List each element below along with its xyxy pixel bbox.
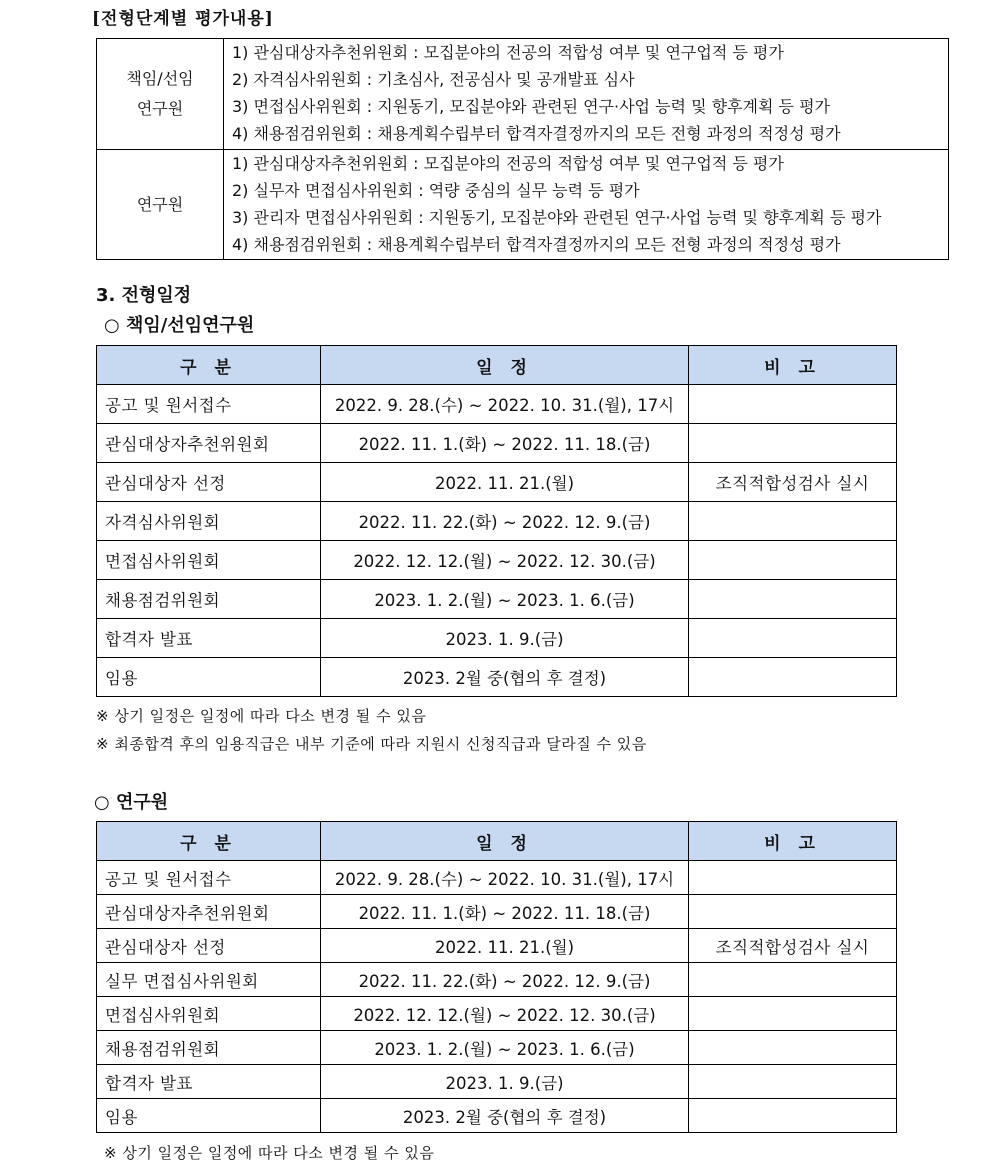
- row-remarks: [689, 541, 897, 580]
- row-remarks: 조직적합성검사 실시: [689, 463, 897, 502]
- row-schedule: 2022. 9. 28.(수) ~ 2022. 10. 31.(월), 17시: [321, 861, 689, 895]
- row-category: 임용: [97, 658, 321, 697]
- table-row: [97, 1099, 897, 1133]
- schedule-note: ※ 상기 일정은 일정에 따라 다소 변경 될 수 있음: [96, 707, 427, 725]
- evaluation-row-senior: [97, 39, 949, 150]
- evaluation-items: [224, 39, 949, 150]
- row-category: 면접심사위원회: [97, 541, 321, 580]
- evaluation-category: [97, 150, 224, 260]
- row-category: 공고 및 원서접수: [97, 861, 321, 895]
- row-schedule: 2022. 11. 22.(화) ~ 2022. 12. 9.(금): [321, 502, 689, 541]
- category-line: 책임/선임: [126, 69, 194, 88]
- table-row: [97, 929, 897, 963]
- header-category: 구 분: [97, 822, 321, 861]
- row-category: 채용점검위원회: [97, 580, 321, 619]
- row-schedule: 2022. 11. 21.(월): [321, 463, 689, 502]
- row-remarks: [689, 1065, 897, 1099]
- table-row: [97, 619, 897, 658]
- section-title: 3. 전형일정: [96, 285, 192, 306]
- category-line: 연구원: [136, 99, 184, 118]
- row-remarks: [689, 997, 897, 1031]
- header-remarks: 비 고: [689, 346, 897, 385]
- row-category: 자격심사위원회: [97, 502, 321, 541]
- table-row: [97, 895, 897, 929]
- table-row: [97, 580, 897, 619]
- row-schedule: 2022. 11. 21.(월): [321, 929, 689, 963]
- evaluation-item: 3) 관리자 면접심사위원회 : 지원동기, 모집분야와 관련된 연구·사업 능력 및 향후계획 등 평가: [232, 208, 882, 227]
- schedule-table-researcher: [96, 821, 897, 1133]
- evaluation-item: 2) 실무자 면접심사위원회 : 역량 중심의 실무 능력 등 평가: [232, 181, 640, 200]
- row-remarks: [689, 861, 897, 895]
- row-schedule: 2023. 1. 9.(금): [321, 1065, 689, 1099]
- table-row: [97, 541, 897, 580]
- evaluation-item: 4) 채용점검위원회 : 채용계획수립부터 합격자결정까지의 모든 전형 과정의 적정성 평가: [232, 235, 841, 254]
- row-category: 합격자 발표: [97, 1065, 321, 1099]
- schedule-note: ※ 상기 일정은 일정에 따라 다소 변경 될 수 있음: [104, 1144, 435, 1162]
- row-schedule: 2023. 2월 중(협의 후 결정): [321, 658, 689, 697]
- table-header-row: [97, 822, 897, 861]
- header-remarks: 비 고: [689, 822, 897, 861]
- schedule-researcher-title: ○ 연구원: [94, 792, 169, 813]
- row-remarks: [689, 619, 897, 658]
- row-remarks: [689, 385, 897, 424]
- schedule-senior-title: ○ 책임/선임연구원: [104, 315, 255, 336]
- row-remarks: [689, 1031, 897, 1065]
- doc-title: [전형단계별 평가내용]: [92, 9, 274, 29]
- row-category: 채용점검위원회: [97, 1031, 321, 1065]
- table-row: [97, 463, 897, 502]
- row-remarks: [689, 1099, 897, 1133]
- evaluation-category: [97, 39, 224, 150]
- row-remarks: [689, 895, 897, 929]
- schedule-note: ※ 최종합격 후의 임용직급은 내부 기준에 따라 지원시 신청직급과 달라질 수 있음: [96, 735, 647, 753]
- row-remarks: [689, 502, 897, 541]
- row-remarks: [689, 963, 897, 997]
- row-schedule: 2022. 11. 1.(화) ~ 2022. 11. 18.(금): [321, 424, 689, 463]
- table-row: [97, 997, 897, 1031]
- table-row: [97, 861, 897, 895]
- row-remarks: [689, 658, 897, 697]
- evaluation-items: [224, 150, 949, 260]
- table-row: [97, 502, 897, 541]
- evaluation-item: 3) 면접심사위원회 : 지원동기, 모집분야와 관련된 연구·사업 능력 및 향후계획 등 평가: [232, 97, 830, 116]
- row-category: 실무 면접심사위원회: [97, 963, 321, 997]
- row-schedule: 2023. 2월 중(협의 후 결정): [321, 1099, 689, 1133]
- table-row: [97, 1031, 897, 1065]
- table-header-row: [97, 346, 897, 385]
- row-schedule: 2022. 11. 22.(화) ~ 2022. 12. 9.(금): [321, 963, 689, 997]
- row-remarks: 조직적합성검사 실시: [689, 929, 897, 963]
- category-line: 연구원: [136, 194, 184, 214]
- table-row: [97, 424, 897, 463]
- evaluation-item: 4) 채용점검위원회 : 채용계획수립부터 합격자결정까지의 모든 전형 과정의 적정성 평가: [232, 124, 841, 143]
- row-remarks: [689, 424, 897, 463]
- header-schedule: 일 정: [321, 822, 689, 861]
- table-row: [97, 385, 897, 424]
- row-remarks: [689, 580, 897, 619]
- evaluation-table: [96, 38, 949, 260]
- row-schedule: 2023. 1. 2.(월) ~ 2023. 1. 6.(금): [321, 1031, 689, 1065]
- row-category: 관심대상자추천위원회: [97, 895, 321, 929]
- row-category: 관심대상자추천위원회: [97, 424, 321, 463]
- evaluation-item: 1) 관심대상자추천위원회 : 모집분야의 전공의 적합성 여부 및 연구업적 등 평가: [232, 43, 784, 62]
- row-schedule: 2022. 11. 1.(화) ~ 2022. 11. 18.(금): [321, 895, 689, 929]
- table-row: [97, 658, 897, 697]
- row-schedule: 2022. 12. 12.(월) ~ 2022. 12. 30.(금): [321, 541, 689, 580]
- schedule-table-senior: [96, 345, 897, 697]
- evaluation-item: 2) 자격심사위원회 : 기초심사, 전공심사 및 공개발표 심사: [232, 70, 635, 89]
- header-category: 구 분: [97, 346, 321, 385]
- row-schedule: 2023. 1. 9.(금): [321, 619, 689, 658]
- row-category: 공고 및 원서접수: [97, 385, 321, 424]
- row-category: 임용: [97, 1099, 321, 1133]
- row-category: 관심대상자 선정: [97, 929, 321, 963]
- header-schedule: 일 정: [321, 346, 689, 385]
- table-row: [97, 963, 897, 997]
- row-schedule: 2022. 12. 12.(월) ~ 2022. 12. 30.(금): [321, 997, 689, 1031]
- row-category: 면접심사위원회: [97, 997, 321, 1031]
- row-category: 합격자 발표: [97, 619, 321, 658]
- row-schedule: 2022. 9. 28.(수) ~ 2022. 10. 31.(월), 17시: [321, 385, 689, 424]
- table-row: [97, 1065, 897, 1099]
- row-schedule: 2023. 1. 2.(월) ~ 2023. 1. 6.(금): [321, 580, 689, 619]
- row-category: 관심대상자 선정: [97, 463, 321, 502]
- evaluation-item: 1) 관심대상자추천위원회 : 모집분야의 전공의 적합성 여부 및 연구업적 등 평가: [232, 154, 784, 173]
- evaluation-row-researcher: [97, 150, 949, 260]
